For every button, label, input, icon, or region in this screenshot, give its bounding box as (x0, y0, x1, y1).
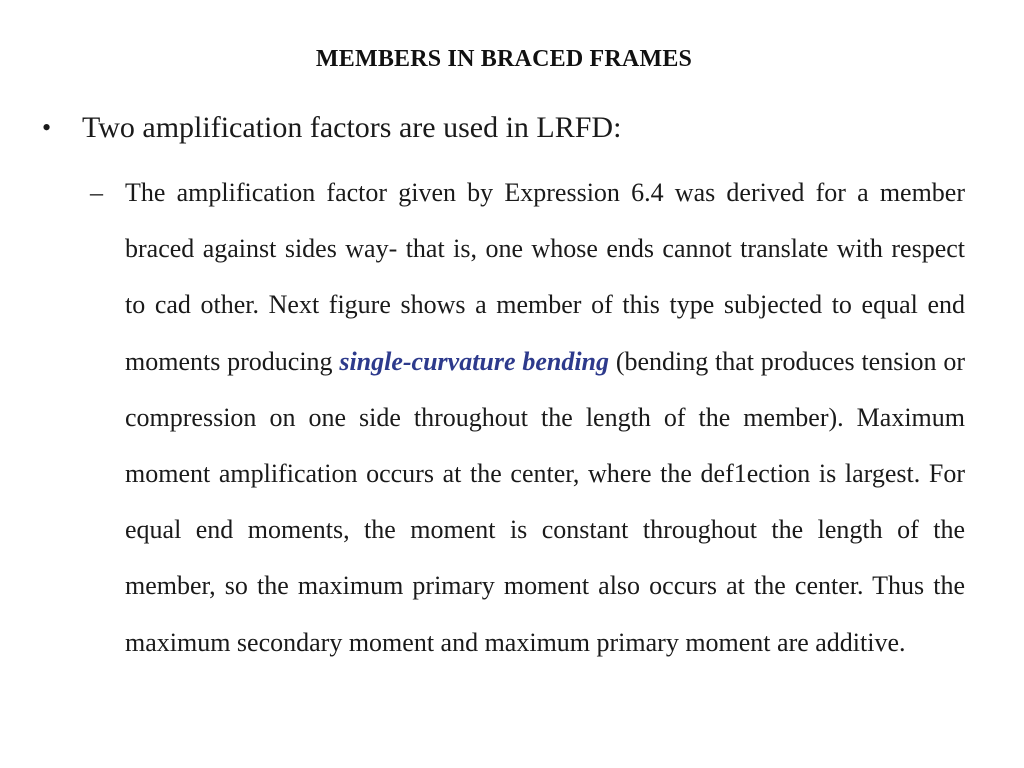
emphasized-term: single-curvature bending (339, 346, 610, 376)
slide-title: MEMBERS IN BRACED FRAMES (315, 46, 693, 72)
bullet-icon: • (42, 113, 52, 142)
dash-icon: – (90, 178, 103, 207)
bullet-text: Two amplification factors are used in LRFD: (82, 111, 622, 144)
paragraph-text-after: (bending that produces tension or compression on one side throughout the length of the member). Maximum moment amplification occurs at the center, where the def1ection is largest. For equal end moments, the moment is constant throughout the length of the member, so the maximum primary moment also occurs at the center. Thus the maximum secondary moment and maximum primary moment are additive. (125, 346, 965, 657)
paragraph-text-before: The amplification factor given by Expression 6.4 was derived for a member braced against sides way- that is, one whose ends cannot translate with respect to cad other. Next figure shows a member of this type subjected to equal end moments producing (125, 178, 965, 376)
sub-bullet-paragraph (125, 165, 965, 671)
